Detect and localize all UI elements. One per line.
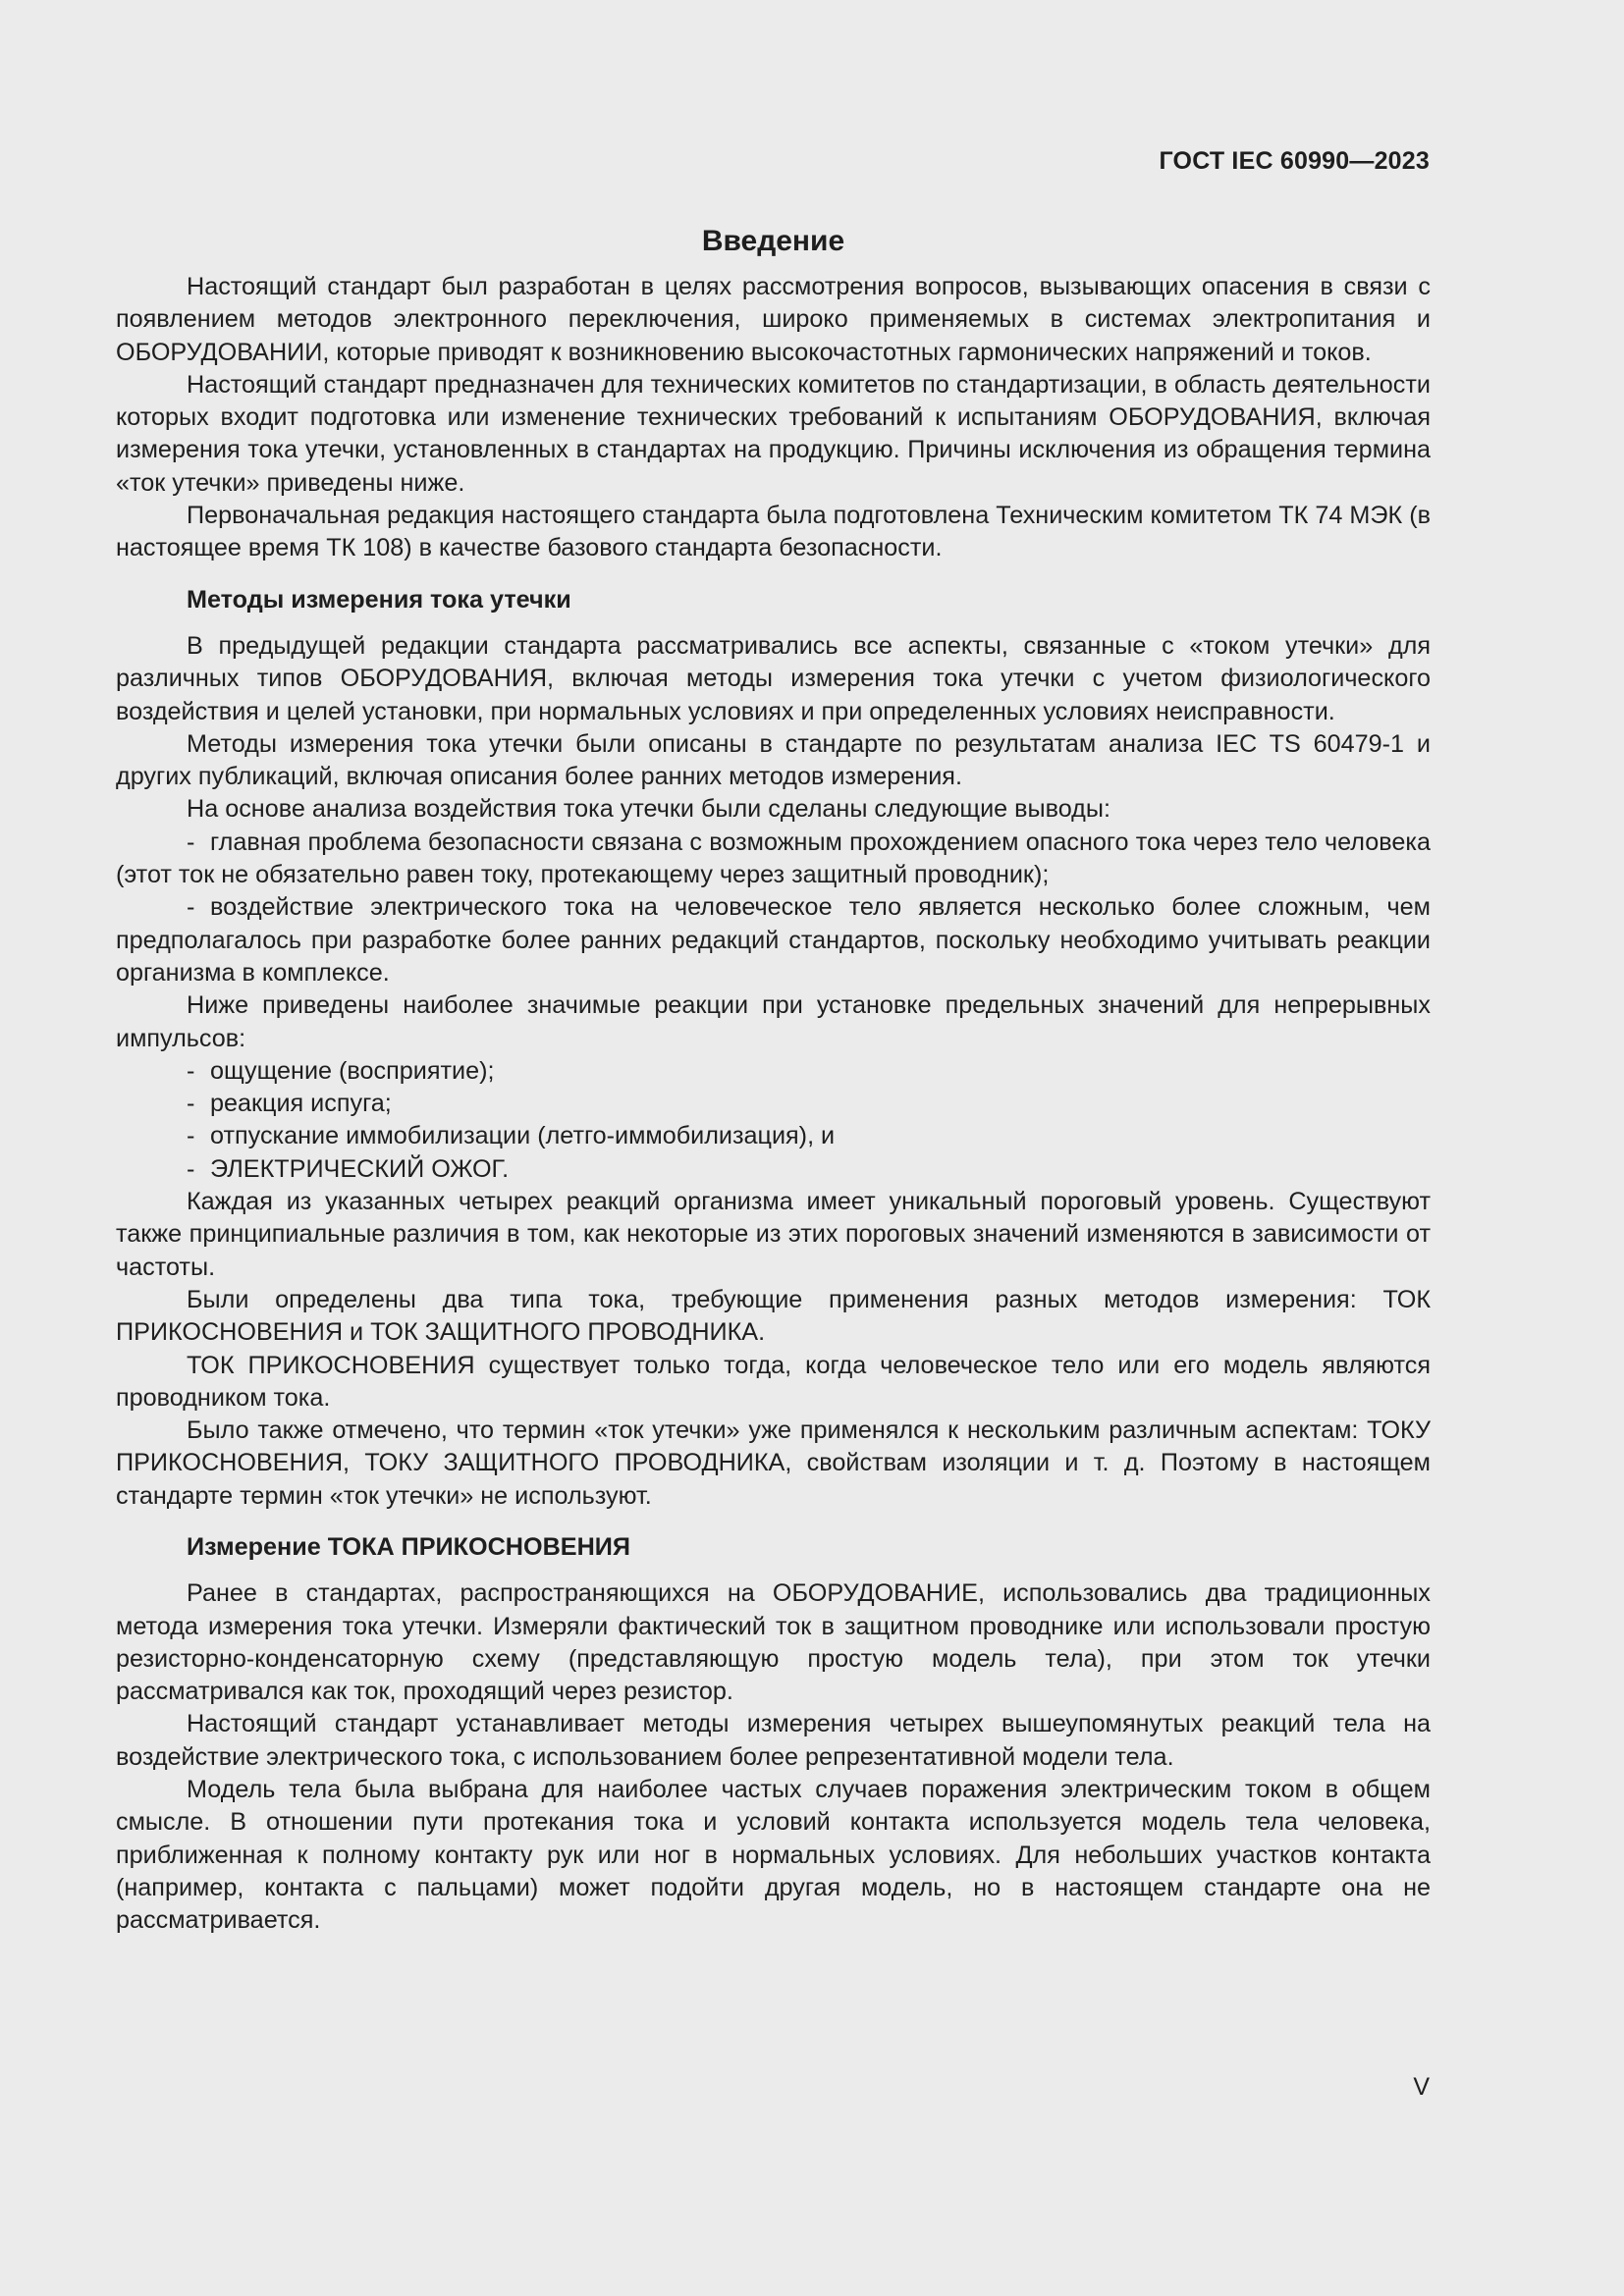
list-dash: - [187,1090,195,1118]
reaction-item-text: ощущение (восприятие); [210,1056,495,1085]
touch-current-paragraph-1: Ранее в стандартах, распространяющихся на ОБОРУДОВАНИЕ, использовались два традиционных метода измерения тока утечки. Измеряли фактический ток в защитном проводнике или использовали простую резисторно-конденсаторную схему (представляющую простую модель тела), при этом ток утечки рассматривался как ток, проходящий через резистор. [116,1579,1431,1706]
leakage-paragraph-1: В предыдущей редакции стандарта рассматривались все аспекты, связанные с «током утечки» для различных типов ОБОРУДОВАНИЯ, включая методы измерения тока утечки с учетом физиологического воздействия и целей установки, при нормальных условиях и при определенных условиях неисправности. [116,631,1431,725]
list-dash: - [187,1056,195,1085]
reaction-item-text: реакция испуга; [210,1090,392,1118]
reaction-item-4 [116,1153,1431,1186]
leakage-paragraph-3: На основе анализа воздействия тока утечки были сделаны следующие выводы: [187,795,1110,824]
leakage-paragraph-7: ТОК ПРИКОСНОВЕНИЯ существует только тогда, когда человеческое тело или его модель являются проводником тока. [116,1351,1431,1412]
intro-paragraph-1: Настоящий стандарт был разработан в целях рассмотрения вопросов, вызывающих опасения в связи с появлением методов электронного переключения, широко применяемых в системах электропитания и ОБОРУДОВАНИИ, которые приводят к возникновению высокочастотных гармонических напряжений и токов. [116,273,1431,366]
section-heading-touch-current: Измерение ТОКА ПРИКОСНОВЕНИЯ [187,1532,630,1561]
conclusion-item-text: главная проблема безопасности связана с возможным прохождением опасного тока через тело человека (этот ток не обязательно равен току, протекающему через защитный проводник); [116,828,1431,889]
introduction-title: Введение [701,225,845,257]
touch-current-paragraph-3: Модель тела была выбрана для наиболее частых случаев поражения электрическим током в общем смысле. В отношении пути протекания тока и условий контакта используется модель тела человека, приближенная к полному контакту рук или ног в нормальных условиях. Для небольших участков контакта (например, контакта с пальцами) может подойти другая модель, но в настоящем стандарте она не рассматривается. [116,1776,1431,1935]
leakage-paragraph-2: Методы измерения тока утечки были описаны в стандарте по результатам анализа IEC TS 60479-1 и других публикаций, включая описания более ранних методов измерения. [116,729,1431,791]
reaction-item-3 [116,1120,1431,1152]
reaction-item-text: отпускание иммобилизации (летго-иммобилизация), и [210,1122,836,1150]
intro-paragraph-3: Первоначальная редакция настоящего стандарта была подготовлена Техническим комитетом ТК 74 МЭК (в настоящее время ТК 108) в качестве базового стандарта безопасности. [116,502,1431,562]
conclusion-item-2 [116,891,1431,989]
list-dash: - [187,1154,195,1183]
reaction-item-2 [116,1088,1431,1120]
list-dash: - [187,1122,195,1150]
leakage-paragraph-5: Каждая из указанных четырех реакций организма имеет уникальный пороговый уровень. Существуют также принципиальные различия в том, как некоторые из этих пороговых значений изменяются в зависимости от частоты. [116,1188,1431,1281]
conclusion-item-1 [116,827,1431,892]
intro-paragraph-2: Настоящий стандарт предназначен для технических комитетов по стандартизации, в область деятельности которых входит подготовка или изменение технических требований к испытаниям ОБОРУДОВАНИЯ, включая измерения тока утечки, установленных в стандартах на продукцию. Причины исключения из обращения термина «ток утечки» приведены ниже. [116,370,1431,497]
leakage-paragraph-4: Ниже приведены наиболее значимые реакции при установке предельных значений для непрерывных импульсов: [116,991,1431,1052]
list-dash: - [187,828,195,856]
conclusion-item-text: воздействие электрического тока на человеческое тело является несколько более сложным, чем предполагалось при разработке более ранних редакций стандартов, поскольку необходимо учитывать реакции организма в комплексе. [116,893,1431,987]
reaction-item-text: ЭЛЕКТРИЧЕСКИЙ ОЖОГ. [210,1154,510,1183]
reaction-item-1 [116,1055,1431,1088]
document-code: ГОСТ IEC 60990—2023 [1159,147,1430,175]
list-dash: - [187,893,195,922]
page-content [116,222,1431,1938]
page-number: V [1413,2073,1430,2101]
touch-current-paragraph-2: Настоящий стандарт устанавливает методы измерения четырех вышеупомянутых реакций тела на воздействие электрического тока, с использованием более репрезентативной модели тела. [116,1710,1431,1771]
section-heading-leakage-methods: Методы измерения тока утечки [187,585,571,614]
leakage-paragraph-6: Были определены два типа тока, требующие применения разных методов измерения: ТОК ПРИКОСНОВЕНИЯ и ТОК ЗАЩИТНОГО ПРОВОДНИКА. [116,1285,1431,1347]
leakage-paragraph-8: Было также отмечено, что термин «ток утечки» уже применялся к нескольким различным аспектам: ТОКУ ПРИКОСНОВЕНИЯ, ТОКУ ЗАЩИТНОГО ПРОВОДНИКА, свойствам изоляции и т. д. Поэтому в настоящем стандарте термин «ток утечки» не используют. [116,1416,1431,1510]
